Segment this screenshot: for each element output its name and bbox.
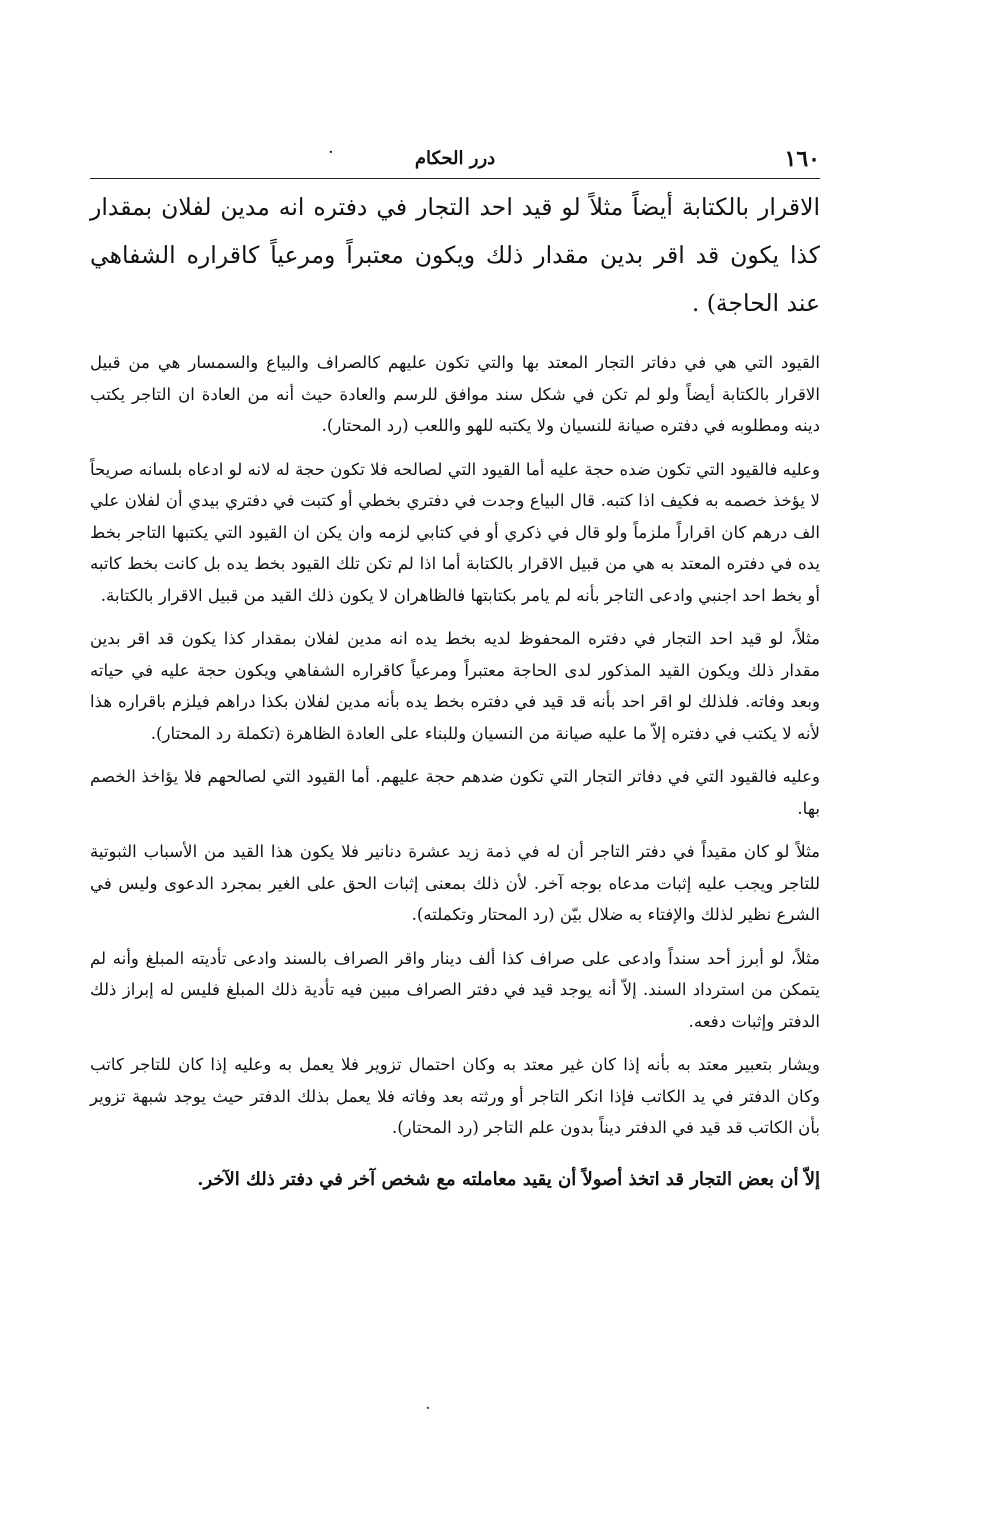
running-title: درر الحكام <box>414 148 496 169</box>
paragraph-5: مثلاً لو كان مقيداً في دفتر التاجر أن له في ذمة زيد عشرة دنانير فلا يكون هذا القيد من الأسباب الثبوتية للتاجر ويجب عليه إثبات مدعاه بوجه آخر. لأن ذلك بمعنى إثبات الحق على الغير بمجرد الدعوى وليس في الشرع نظير لذلك والإفتاء به ضلال بيّن (رد المحتار وتكملته). <box>90 842 820 924</box>
paragraph-1: القيود التي هي في دفاتر التجار المعتد بها والتي تكون عليهم كالصراف والبياع والسمسار هي من قبيل الاقرار بالكتابة أيضاً ولو لم تكن في شكل سند موافق للرسم والعادة حيث أنه من العادة ان التاجر يكتب دينه ومطلوبه في دفتره صيانة للنسيان ولا يكتبه للهو واللعب (رد المحتار). <box>90 353 820 435</box>
paragraph-4: وعليه فالقيود التي في دفاتر التجار التي تكون ضدهم حجة عليهم. أما القيود التي لصالحهم فلا يؤاخذ الخصم بها. <box>90 767 820 818</box>
header-dot: · <box>328 142 334 163</box>
footer-dot: · <box>425 1398 431 1419</box>
document-page <box>90 140 820 1214</box>
paragraph-2: وعليه فالقيود التي تكون ضده حجة عليه أما القيود التي لصالحه فلا تكون حجة له لانه لو ادعاه بلسانه صريحاً لا يؤخذ خصمه به فكيف اذا كتبه. قال البياع وجدت في دفتري بخطي أو كتبت في دفتري بيدي أن لفلان علي الف درهم كان اقراراً ملزماً ولو قال في ذكري أو في كتابي لزمه وان يكن ان القيود التي يكتبها التاجر بخط يده في دفتره المعتد به هي من قبيل الاقرار بالكتابة أما اذا لم تكن تلك القيود بخط يده بل كانت بخط كاتبه أو بخط احد اجنبي وادعى التاجر بأنه لم يامر بكتابتها فالظاهران لا يكون ذلك القيد من قبيل الاقرار بالكتابة. <box>90 459 820 605</box>
paragraph-7: ويشار بتعبير معتد به بأنه إذا كان غير معتد به وكان احتمال تزوير فلا يعمل به وعليه إذا كان للتاجر كاتب وكان الدفتر في يد الكاتب فإذا انكر التاجر أو ورثته بعد وفاته فلا يعمل بذلك الدفتر حيث يوجد شبهة تزوير بأن الكاتب قد قيد في الدفتر ديناً بدون علم التاجر (رد المحتار). <box>90 1055 820 1137</box>
final-line: إلاّ أن بعض التجار قد اتخذ أصولاً أن يقيد معاملته مع شخص آخر في دفتر ذلك الآخر. <box>197 1168 820 1190</box>
paragraph-3: مثلاً، لو قيد احد التجار في دفتره المحفوظ لديه بخط يده انه مدين لفلان بمقدار كذا يكون قد اقر بدين مقدار ذلك ويكون القيد المذكور لدى الحاجة معتبراً ومرعياً كاقراره الشفاهي ويكون حجة عليه في حياته وبعد وفاته. فلذلك لو اقر احد بأنه قد قيد في دفتره بخط يده بأنه مدين لفلان بكذا دراهم فيلزم باقراره هذا لأنه لا يكتب في دفتره إلاّ ما عليه صيانة من النسيان وللبناء على العادة الظاهرة (تكملة رد المحتار). <box>90 629 820 743</box>
lead-paragraph: الاقرار بالكتابة أيضاً مثلاً لو قيد احد التجار في دفتره انه مدين لفلان بمقدار كذا يكون قد اقر بدين مقدار ذلك ويكون معتبراً ومرعياً كاقراره الشفاهي عند الحاجة) . <box>90 193 820 317</box>
page-header <box>90 140 820 179</box>
paragraph-6: مثلاً، لو أبرز أحد سنداً وادعى على صراف كذا ألف دينار واقر الصراف بالسند وادعى تأديته المبلغ وأنه لم يتمكن من استرداد السند. إلاّ أنه يوجد قيد في دفتر الصراف مبين فيه تأدية ذلك المبلغ فليس له إبراز ذلك الدفتر وإثبات دفعه. <box>90 948 820 1031</box>
page-number: ١٦٠ <box>784 146 820 172</box>
